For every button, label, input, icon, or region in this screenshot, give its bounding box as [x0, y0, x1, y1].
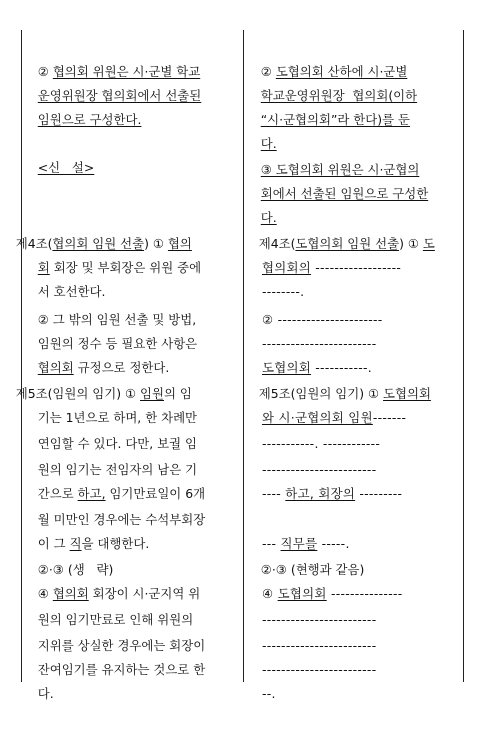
text-seg: 지위를 상실한 경우에는 회장이 [37, 638, 206, 653]
text-seg-underlined: 협의회 [37, 360, 74, 375]
text-seg-underlined: 운영위원장 협의회에서 선출된 [37, 88, 202, 103]
table-border-middle [243, 30, 244, 682]
text-seg: 회장 및 부회장은 위원 중에 [49, 260, 202, 275]
text-seg-underlined: “시·군협의회”라 한다)를 둔 [260, 112, 410, 127]
text-seg-underlined: 회에서 선출된 임원으로 구성한 [260, 186, 429, 201]
text-seg: ④ [37, 586, 53, 601]
text-seg: -----. [317, 536, 350, 551]
text-seg-underlined: 학교운영위원장 협의회(이하 [260, 88, 418, 103]
text-seg: ------------------ [311, 260, 402, 275]
text-seg-underlined: 도 [422, 236, 435, 251]
text-seg: 이 그 [37, 536, 70, 551]
text-seg: ② [37, 64, 53, 79]
text-seg: ---- [261, 486, 286, 501]
text-seg-underlined: 도협의회 [383, 386, 431, 401]
text-seg: ------- [372, 410, 407, 425]
text-seg-underlined: ③ 도협의회 위원은 시·군협의 [260, 162, 420, 177]
text-seg-underlined: 임원 [140, 386, 164, 401]
text-seg: 제5조(임원의 임기) ① [258, 386, 384, 401]
text-seg-underlined: 협의 [167, 236, 192, 251]
text-seg: --. [261, 686, 276, 701]
text-seg-underlined: 협의회 [52, 586, 89, 601]
text-seg-underlined: 하고, 회장의 [285, 486, 356, 501]
text-seg: 을 대행한다. [81, 536, 150, 551]
text-seg: --- [261, 536, 281, 551]
text-seg-underlined: 협의회 위원은 시·군별 학교 [52, 64, 201, 79]
text-seg-underlined: 협의회 임원 선출 [52, 236, 145, 251]
text-seg: 다. [37, 686, 54, 701]
text-line [245, 658, 276, 730]
text-seg: 서 호선한다. [37, 284, 106, 299]
text-seg: 원의 임기는 전임자의 남은 기 [37, 462, 198, 477]
text-seg-underlined: 다. [260, 136, 277, 151]
text-seg-underlined: 도협의회 [277, 586, 327, 601]
text-seg: ) ① [144, 236, 168, 251]
text-seg: ------------------------ [261, 638, 377, 653]
text-seg-underlined: 다. [260, 210, 277, 225]
text-seg-underlined: 도협의회 산하에 시·군별 [275, 64, 408, 79]
text-seg: --------- [355, 486, 403, 501]
text-seg: --------------- [326, 586, 403, 601]
text-seg-underlined: 와 시·군협의회 임원 [261, 410, 373, 425]
text-seg: ------------------------ [261, 662, 377, 677]
text-seg: 제4조( [15, 236, 53, 251]
text-seg: ② 그 밖의 임원 선출 및 방법, [37, 312, 197, 327]
text-seg-underlined: 하고, [77, 486, 106, 501]
text-seg: 월 미만인 경우에는 수석부회장 [37, 512, 206, 527]
text-seg: ② ---------------------- [261, 312, 383, 327]
text-seg: 회장이 시·군지역 위 [88, 586, 201, 601]
text-seg: 임원의 정수 등 필요한 사항은 [37, 336, 198, 351]
text-seg: ------------------------ [261, 612, 377, 627]
text-seg: 기는 1년으로 하며, 한 차례만 [37, 410, 198, 425]
text-seg-underlined: 도협의회 [261, 360, 312, 375]
text-seg-underlined: 직 [69, 536, 82, 551]
text-seg: ②·③ (현행과 같음) [260, 562, 365, 577]
table-border-right [463, 30, 464, 682]
text-seg: 잔여임기를 유지하는 것으로 한 [37, 662, 206, 677]
text-seg-underlined: <신 설> [37, 160, 95, 175]
text-seg: ) ① [399, 236, 423, 251]
text-seg: -----------. [311, 360, 373, 375]
text-seg: ------------------------ [261, 462, 377, 477]
text-seg: --------. [261, 284, 305, 299]
text-seg: 제4조( [258, 236, 296, 251]
text-seg: 제5조(임원의 임기) ① [15, 386, 141, 401]
text-seg-underlined: 협의회의 [261, 260, 312, 275]
text-seg-underlined: 회 [37, 260, 50, 275]
text-seg: 임기만료일이 6개 [105, 486, 206, 501]
text-seg: 연임할 수 있다. 다만, 보궐 임 [37, 436, 197, 451]
text-seg-underlined: 도협의회 임원 선출 [295, 236, 400, 251]
text-seg: -----------. ------------ [261, 436, 381, 451]
text-seg: ②·③ (생 략) [37, 562, 114, 577]
text-seg: 규정으로 정한다. [73, 360, 170, 375]
text-seg: 간으로 [37, 486, 78, 501]
text-seg: ④ [261, 586, 278, 601]
text-line [22, 132, 94, 204]
text-seg: ② [260, 64, 276, 79]
text-line [22, 658, 54, 730]
text-seg: 의 임 [163, 386, 192, 401]
text-seg-underlined: 임원으로 구성한다. [37, 112, 142, 127]
text-seg: ------------------------ [261, 336, 377, 351]
text-seg-underlined: 직무를 [280, 536, 318, 551]
text-seg: 원의 임기만료로 인해 위원의 [37, 612, 194, 627]
